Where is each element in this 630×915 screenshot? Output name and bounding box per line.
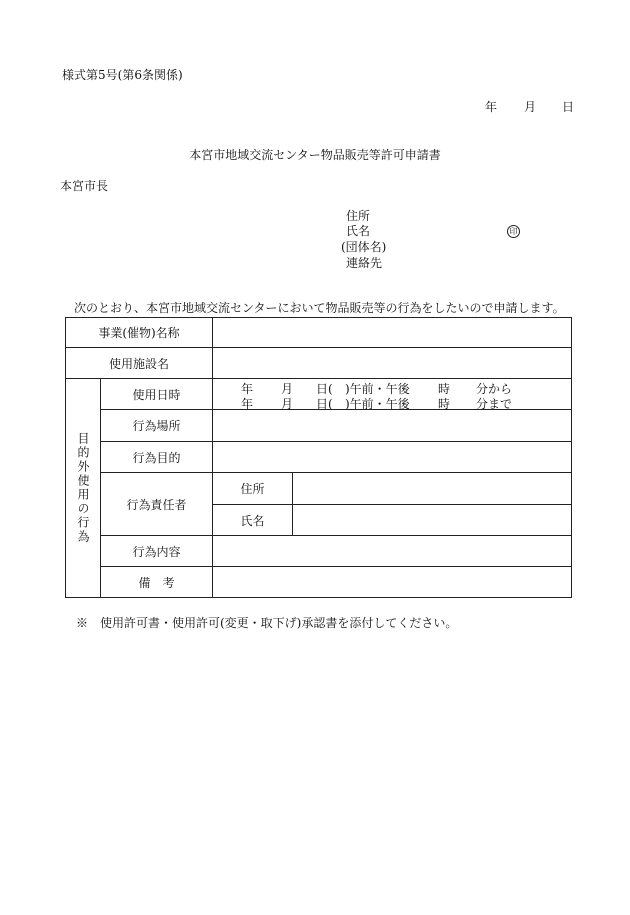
datetime-label: 使用日時 bbox=[101, 379, 213, 410]
facility-label: 使用施設名 bbox=[66, 348, 213, 379]
to-month: 月 bbox=[281, 397, 294, 411]
content-field[interactable] bbox=[213, 536, 572, 567]
addressee: 本宮市長 bbox=[60, 179, 109, 193]
seal-icon bbox=[507, 223, 520, 238]
applicant-address-label: 住所 bbox=[346, 209, 371, 223]
responsible-name-label: 氏名 bbox=[213, 505, 293, 536]
content-label: 行為内容 bbox=[101, 536, 213, 567]
responsible-name-field[interactable] bbox=[293, 505, 572, 536]
date-month-label: 月 bbox=[524, 100, 537, 114]
place-field[interactable] bbox=[213, 410, 572, 442]
datetime-field[interactable] bbox=[213, 379, 572, 410]
remarks-label: 備 考 bbox=[101, 567, 213, 598]
remarks-field[interactable] bbox=[213, 567, 572, 598]
intro-text: 次のとおり、本宮市地域交流センターにおいて物品販売等の行為をしたいので申請します。 bbox=[74, 301, 565, 315]
date-day-label: 日 bbox=[562, 100, 575, 114]
applicant-contact-label: 連絡先 bbox=[346, 256, 383, 270]
event-name-label: 事業(催物)名称 bbox=[66, 318, 213, 348]
from-hour: 時 bbox=[438, 382, 451, 396]
group-label: 目的外使用の行為 bbox=[76, 432, 90, 544]
applicant-organization-label: (団体名) bbox=[341, 240, 387, 254]
responsible-address-label: 住所 bbox=[213, 473, 293, 505]
from-year: 年 bbox=[241, 382, 254, 396]
to-year: 年 bbox=[241, 397, 254, 411]
applicant-name-label: 氏名 bbox=[346, 224, 371, 238]
from-day: 日( bbox=[316, 382, 333, 396]
form-number: 様式第5号(第6条関係) bbox=[62, 68, 183, 82]
group-label-cell bbox=[66, 379, 101, 598]
purpose-label: 行為目的 bbox=[101, 442, 213, 473]
application-table bbox=[65, 317, 572, 598]
seal-label: 印 bbox=[507, 225, 520, 238]
to-hour: 時 bbox=[438, 397, 451, 411]
document-title: 本宮市地域交流センター物品販売等許可申請書 bbox=[189, 148, 441, 162]
facility-field[interactable] bbox=[213, 348, 572, 379]
to-ampm: )午前・午後 bbox=[345, 397, 410, 411]
event-name-field[interactable] bbox=[213, 318, 572, 348]
purpose-field[interactable] bbox=[213, 442, 572, 473]
attachment-note: ※ 使用許可書・使用許可(変更・取下げ)承認書を添付してください。 bbox=[76, 616, 458, 630]
from-ampm: )午前・午後 bbox=[345, 382, 410, 396]
from-minute: 分から bbox=[476, 382, 513, 396]
responsible-address-field[interactable] bbox=[293, 473, 572, 505]
to-day: 日( bbox=[316, 397, 333, 411]
to-minute: 分まで bbox=[476, 397, 513, 411]
responsible-label: 行為責任者 bbox=[101, 473, 213, 536]
place-label: 行為場所 bbox=[101, 410, 213, 442]
date-year-label: 年 bbox=[485, 100, 498, 114]
from-month: 月 bbox=[281, 382, 294, 396]
